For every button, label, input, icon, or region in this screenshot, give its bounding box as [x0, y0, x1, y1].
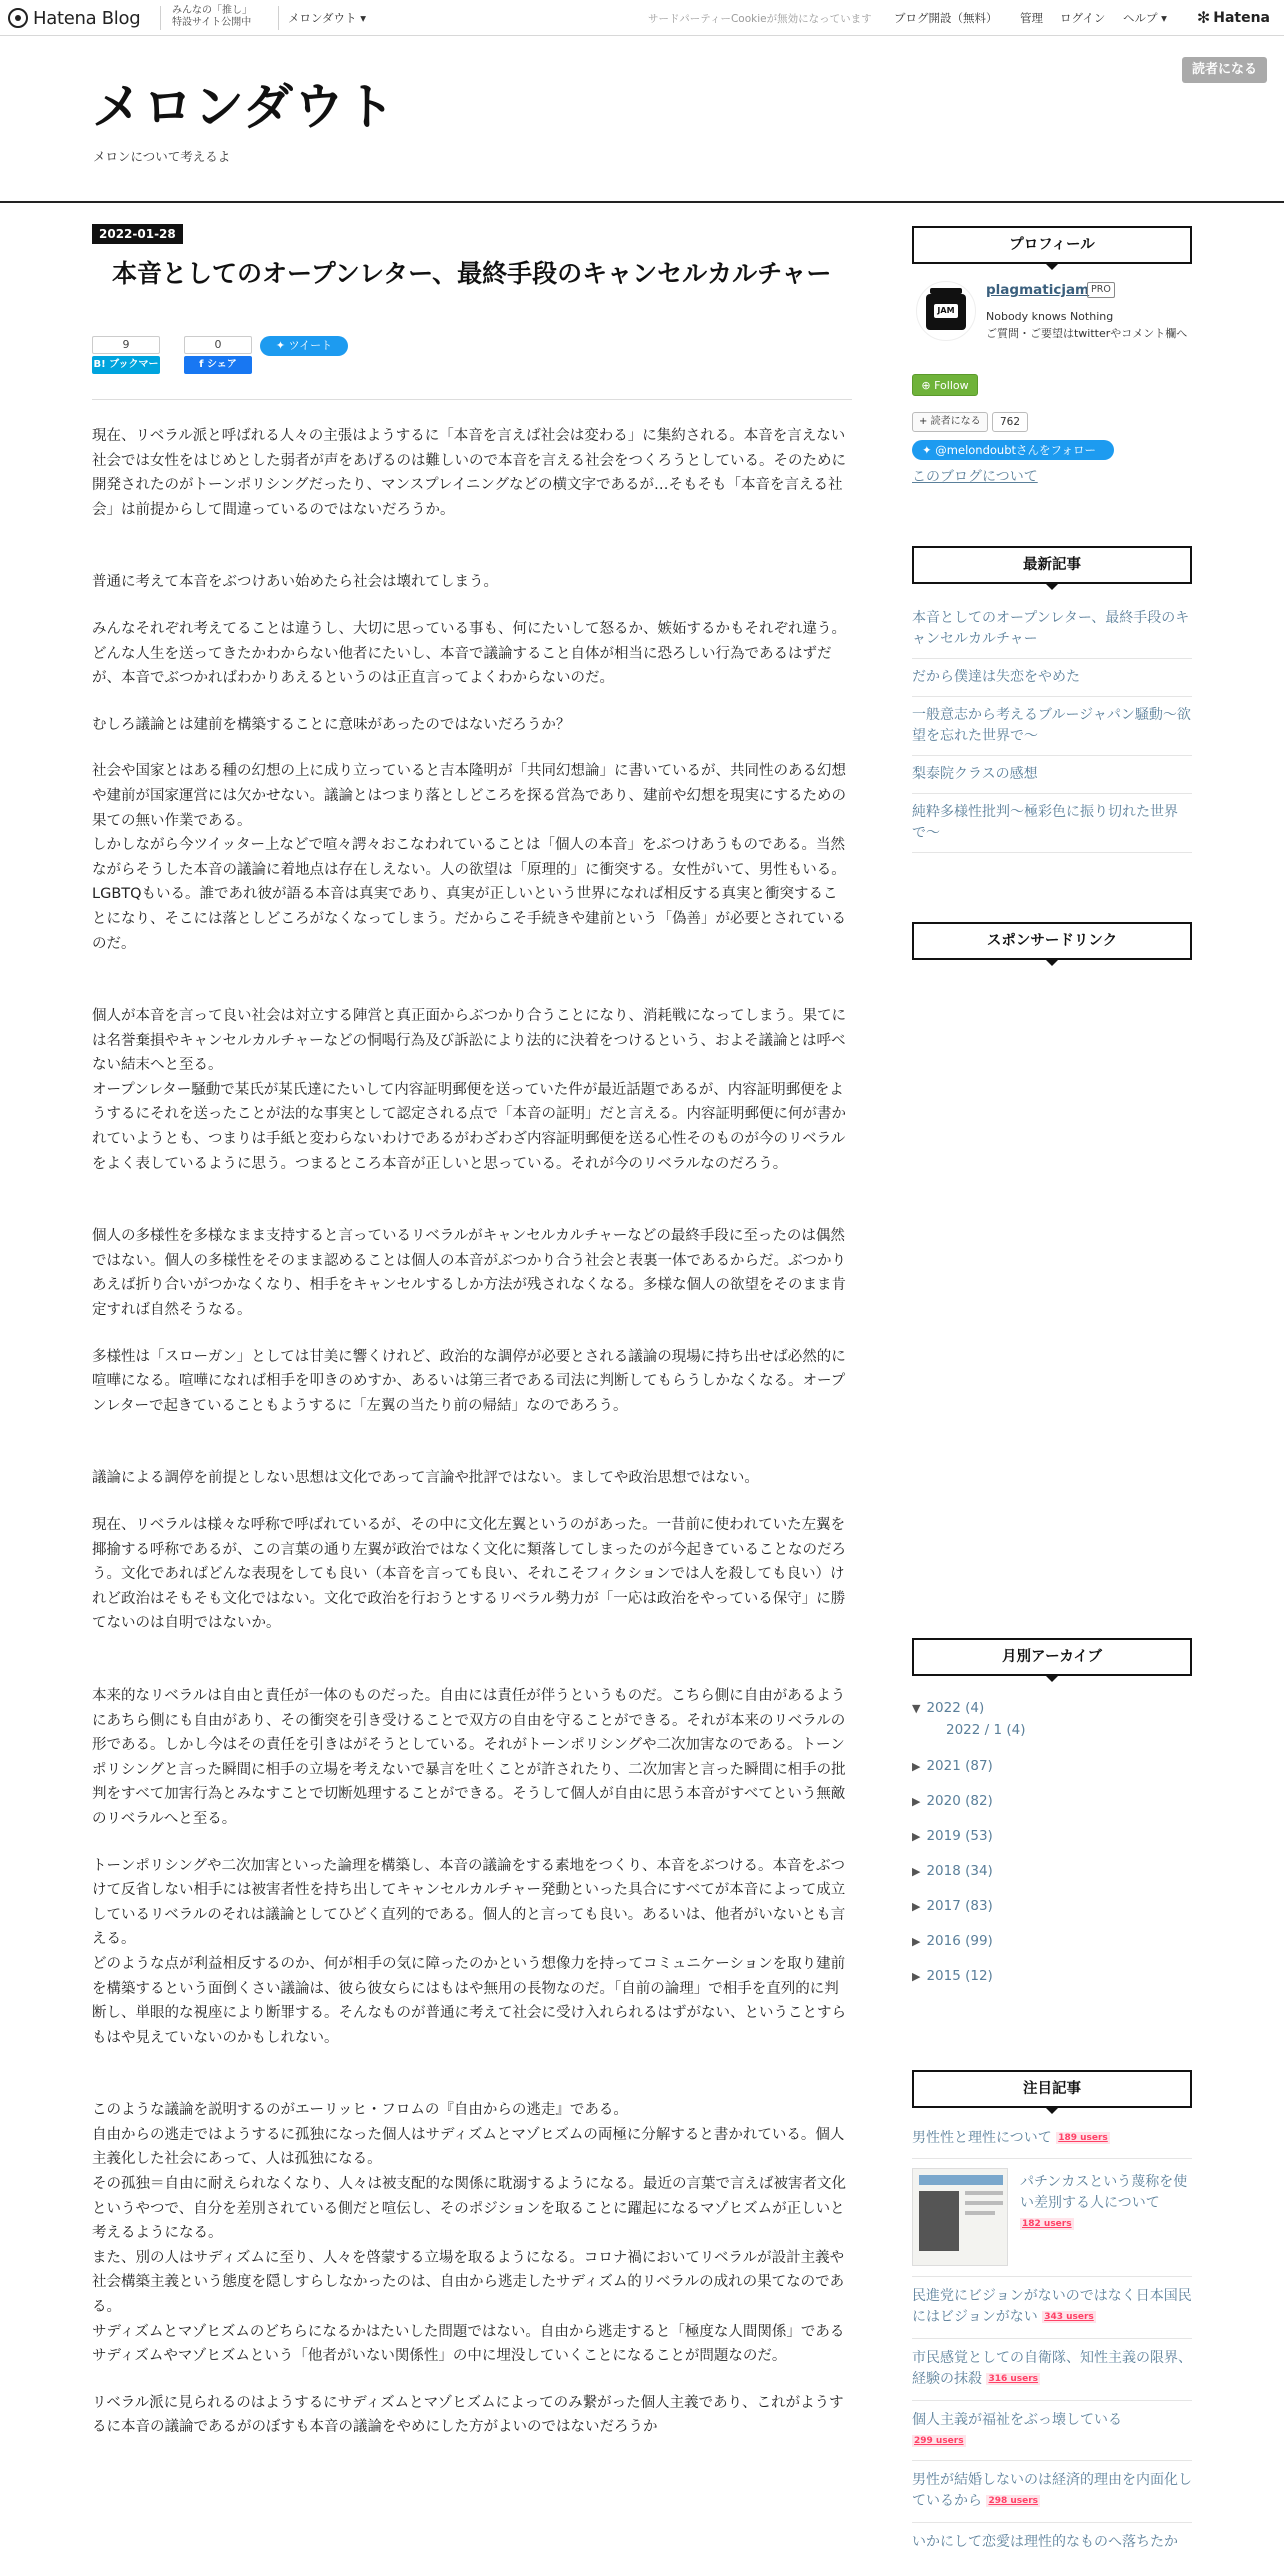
bookmark-users-badge[interactable]: 316 users: [988, 2374, 1039, 2384]
archive-year[interactable]: ▶ 2019 (53): [912, 1828, 993, 1844]
help-menu[interactable]: ヘルプ ▾: [1123, 11, 1167, 25]
featured-entry[interactable]: 男性性と理性について 189 users: [912, 2130, 1108, 2146]
hatena-global-bar: [0, 0, 1284, 36]
hatena-brand-text: Hatena: [1213, 9, 1270, 26]
follow-button-label: Follow: [934, 379, 969, 392]
blog-header: [0, 37, 1284, 203]
bookmark-users-badge[interactable]: 182 users: [1022, 2219, 1072, 2229]
promo-line-2: 特設サイト公開中: [172, 17, 252, 28]
subscriber-count[interactable]: 762: [992, 412, 1028, 432]
paragraph: 現在、リベラルは様々な呼称で呼ばれているが、その中に文化左翼というのがあった。一昔前に使われていた左翼を揶揄する呼称であるが、この言葉の通り左翼が政治ではなく文化に類落してしまったのが今起きていることなのだろう。文化であればどんな表現をしても良い（本音を言っても良い、それこそフィクションでは人を殺しても良い）けれど政治はそもそも文化ではない。文化で政治を行おうとするリベラル勢力が「一応は政治をやっている保守」に勝てないのは自明ではないか。: [92, 1517, 846, 1632]
facebook-share-button[interactable]: f シェア: [184, 356, 252, 374]
article-body: [92, 424, 852, 2448]
featured-entry[interactable]: 男性が結婚しないのは経済的理由を内面化しているから 298 users: [912, 2472, 1192, 2509]
paragraph: 普通に考えて本音をぶつけあい始めたら社会は壊れてしまう。: [92, 574, 498, 591]
paragraph: リベラル派に見られるのはようするにサディズムとマゾヒズムによってのみ繋がった個人主義であり、これがようするに本音の議論であるがのぼすも本音の議論をやめにした方がよいのではないだろうか: [92, 2394, 844, 2436]
profile-bio: Nobody knows Nothing ご質問・ご要望はtwitterやコメント欄へ: [986, 310, 1188, 340]
featured-entry[interactable]: 個人主義が福祉をぶっ壊している 299 users: [912, 2412, 1122, 2446]
jam-jar-icon: [926, 294, 966, 330]
paragraph: 現在、リベラル派と呼ばれる人々の主張はようするに「本音を言えば社会は変わる」に集約される。本音を言えない社会では女性をはじめとした弱者が声をあげるのは難しいので本音を言える社会をつくろうとしている。そのために開発されたのがトーンポリシングだったり、マンスプレイニングなどの横文字であるが…そもそも「本音を言える社会」は前提からして間違っているのではないだろうか。: [92, 428, 846, 518]
admin-link[interactable]: 管理: [1020, 11, 1043, 25]
jam-jar-label: JAM: [934, 304, 958, 318]
paragraph: 議論による調停を前提としない思想は文化であって言論や批評ではない。ましてや政治思想ではない。: [92, 1470, 759, 1487]
tweet-button[interactable]: [260, 336, 348, 356]
featured-entries-module: [912, 2070, 1192, 2560]
hatena-logo-icon: [8, 8, 28, 28]
archive-month[interactable]: 2022 / 1 (4): [946, 1722, 1026, 1738]
blog-menu-dropdown[interactable]: メロンダウト ▾: [288, 11, 366, 25]
archive-year[interactable]: ▶ 2020 (82): [912, 1793, 993, 1809]
triangle-right-icon[interactable]: ▶: [912, 1900, 921, 1913]
paragraph: 個人が本音を言って良い社会は対立する陣営と真正面からぶつかり合うことになり、消耗戦になってしまう。果てには名誉棄損やキャンセルカルチャーなどの恫喝行為及び訴訟により法的に決着をつけるという、およそ議論とは呼べない結末へと至る。 オープンレター騒動で某氏が某氏達にたいして内容証明郵便を送っていた件が最近話題であるが、内容証明郵便をようするにそれを送ったことが法的な事実として認定される点で「本音の証明」だと言える。内容証明郵便に何が書かれていようとも、つまりは手紙と変わらないわけであるがわざわざ内容証明郵便を送る心性そのものが今のリベラルをよく表しているように思う。つまるところ本音が正しいと思っている。それが今のリベラルなのだろう。: [92, 1008, 846, 1172]
archive-year[interactable]: ▶ 2021 (87): [912, 1758, 993, 1774]
featured-entry-thumbnail[interactable]: [912, 2168, 1008, 2266]
pro-badge: PRO: [1087, 282, 1115, 298]
archive-year[interactable]: ▼ 2022 (4): [912, 1700, 985, 1716]
bookmark-users-badge[interactable]: 299 users: [914, 2436, 964, 2446]
subscribe-small-button[interactable]: [912, 412, 988, 432]
twitter-bird-icon: ✦: [275, 339, 286, 352]
sponsored-links-title: スポンサードリンク: [912, 922, 1192, 960]
recent-entries-title: 最新記事: [912, 546, 1192, 584]
archive-title: 月別アーカイブ: [912, 1638, 1192, 1676]
recent-entry-link[interactable]: 一般意志から考えるブルージャパン騒動〜欲望を忘れた世界で〜: [912, 697, 1192, 756]
twitter-follow-button[interactable]: [912, 440, 1114, 460]
paragraph: 多様性は「スローガン」としては甘美に響くけれど、政治的な調停が必要とされる議論の現場に持ち出せば必然的に喧嘩になる。喧嘩になれば相手を叩きのめすか、あるいは第三者である司法に判断してもらうしかなくなる。オープンレターで起きていることもようするに「左翼の当たり前の帰結」なのであろう。: [92, 1348, 846, 1414]
triangle-right-icon[interactable]: ▶: [912, 1760, 921, 1773]
archive-year[interactable]: ▶ 2015 (12): [912, 1968, 993, 1984]
recent-entry-link[interactable]: だから僕達は失恋をやめた: [912, 659, 1192, 697]
paragraph: 個人の多様性を多様なまま支持すると言っているリベラルがキャンセルカルチャーなどの最終手段に至ったのは偶然ではない。個人の多様性をそのまま認めることは個人の本音がぶつかり合う社会と表裏一体であるからだ。ぶつかりあえば折り合いがつかなくなり、相手をキャンセルするしか方法が残されなくなる。多様な個人の欲望をそのまま肯定すれば自然そうなる。: [92, 1228, 846, 1319]
twitter-bird-icon: ✦: [922, 443, 932, 457]
plus-icon: ⊕: [921, 379, 931, 392]
profile-module: [912, 226, 1192, 506]
featured-entry[interactable]: 民進党にビジョンがないのではなく日本国民にはビジョンがない 343 users: [912, 2288, 1192, 2325]
featured-entry[interactable]: パチンカスという蔑称を使い差別する人について 182 users: [1020, 2174, 1188, 2229]
hatena-bookmark-count[interactable]: 9: [92, 336, 160, 354]
post-date[interactable]: 2022-01-28: [92, 224, 183, 244]
paragraph: このような議論を説明するのがエーリッヒ・フロムの『自由からの逃走』である。 自由からの逃走ではようするに孤独になった個人はサディズムとマゾヒズムの両極に分解すると書かれている。個人主義化した社会にあって、人は孤独になる。 その孤独＝自由に耐えられなくなり、人々は被支配的な関係に耽溺するようになる。最近の言葉で言えば被害者文化というやつで、自分を差別されている側だと喧伝し、そのポジションを取ることに躍起になるマゾヒズムが正しいと考えるようになる。 また、別の人はサディズムに至り、人々を啓蒙する立場を取るようになる。コロナ禍においてリベラルが設計主義や社会構築主義という態度を隠しすらしなかったのは、自由から逃走したサディズム的リベラルの成れの果てなのである。 サディズムとマゾヒズムのどちらになるかはたいした問題ではない。自由から逃走すると「極度な人間関係」であるサディズムやマゾヒズムという「他者がいない関係性」の中に埋没していくことになることが問題なのだ。: [92, 2102, 846, 2365]
cookie-notice: サードパーティーCookieが無効になっています: [648, 13, 872, 25]
archive-year[interactable]: ▶ 2017 (83): [912, 1898, 993, 1914]
promo-line-1: みんなの「推し」: [172, 5, 252, 16]
recent-entries-module: [912, 546, 1192, 866]
promo-banner[interactable]: [172, 5, 252, 29]
hatena-bookmark-share[interactable]: [92, 336, 160, 388]
bookmark-users-badge[interactable]: 298 users: [988, 2496, 1039, 2506]
triangle-right-icon[interactable]: ▶: [912, 1795, 921, 1808]
hatena-brand-link[interactable]: [1197, 8, 1270, 27]
paragraph: トーンポリシングや二次加害といった論理を構築し、本音の議論をする素地をつくり、本音をぶつける。本音をぶつけて反省しない相手には被害者性を持ち出してキャンセルカルチャー発動といった具合にすべてが本音によって成立しているリベラルのそれは議論としてひどく直列的である。個人的と言っても良い。あるいは、他者がいないとも言える。 どのような点が利益相反するのか、何が相手の気に障ったのかという想像力を持ってコミュニケーションを取り建前を構築するという面倒くさい議論は、彼ら彼女らにはもはや無用の長物なのだ。「自前の論理」で相手を直列的に判断し、単眼的な視座により断罪する。そんなものが普通に考えて社会に受け入れられるはずがない、ということすらもはや見えていないのかもしれない。: [92, 1857, 846, 2046]
hatena-blog-logo-text: Hatena Blog: [33, 7, 141, 29]
subscribe-small-label: 読者になる: [930, 416, 981, 427]
recent-entry-link[interactable]: 梨泰院クラスの感想: [912, 756, 1192, 794]
plus-icon: +: [919, 416, 928, 427]
recent-entry-link[interactable]: 純粋多様性批判〜極彩色に振り切れた世界で〜: [912, 794, 1192, 853]
recent-entries-list: [912, 600, 1192, 853]
subscribe-button[interactable]: 読者になる: [1182, 57, 1267, 83]
featured-entries-title: 注目記事: [912, 2070, 1192, 2108]
blog-title[interactable]: メロンダウト: [92, 78, 396, 136]
profile-title: プロフィール: [912, 226, 1192, 264]
recent-entry-link[interactable]: 本音としてのオープンレター、最終手段のキャンセルカルチャー: [912, 600, 1192, 659]
divider: [278, 6, 279, 30]
triangle-right-icon[interactable]: ▶: [912, 1935, 921, 1948]
archive-year[interactable]: ▶ 2018 (34): [912, 1863, 993, 1879]
archive-module: [912, 1638, 1192, 2008]
hatena-star-icon: ✻: [1196, 8, 1211, 27]
paragraph: 社会や国家とはある種の幻想の上に成り立っていると吉本隆明が「共同幻想論」に書いているが、共同性のある幻想や建前が国家運営には欠かせない。議論とはつまり落としどころを探る営為であり、建前や幻想を現実にするための果ての無い作業である。 しかしながら今ツイッター上などで喧々諤々おこなわれていることは「個人の本音」をぶつけあうものである。当然ながらそうした本音の議論に着地点は存在しえない。人の欲望は「原理的」に衝突する。女性がいて、男性もいる。LGBTQもいる。誰であれ彼が語る本音は真実であり、真実が正しいという世界になれば相反する真実と衝突することになり、そこには落としどころがなくなってしまう。だからこそ手続きや建前という「偽善」が必要とされているのだ。: [92, 763, 846, 952]
hatena-blog-logo[interactable]: [8, 7, 140, 29]
login-link[interactable]: ログイン: [1060, 11, 1106, 25]
featured-entry[interactable]: いかにして恋愛は理性的なものへ落ちたか: [912, 2534, 1178, 2550]
divider: [160, 6, 161, 30]
triangle-right-icon[interactable]: ▶: [912, 1970, 921, 1983]
triangle-right-icon[interactable]: ▶: [912, 1830, 921, 1843]
triangle-right-icon[interactable]: ▶: [912, 1865, 921, 1878]
about-blog-link[interactable]: このブログについて: [912, 469, 1038, 485]
facebook-share[interactable]: [184, 336, 252, 374]
follow-button[interactable]: [912, 374, 978, 396]
paragraph: むしろ議論とは建前を構築することに意味があったのではないだろうか？: [92, 716, 571, 733]
hatena-bookmark-button[interactable]: B! ブックマーク: [92, 356, 160, 374]
paragraph: 本来的なリベラルは自由と責任が一体のものだった。自由には責任が伴うというものだ。こちら側に自由があるようにあちら側にも自由があり、その衝突を引き受けることで双方の自由を守ることができる。それが本来のリベラルの形である。しかし今はその責任を引きはがそうとしている。それがトーンポリシングや二次加害なのである。トーンポリシングと言った瞬間に相手の立場を考えないで暴言を吐くことが許されたり、二次加害と言った瞬間に相手の批判をすべて加害行為とみなすことで切断処理することができる。そうして個人が自由に思う本音がすべてという無敵のリベラルへと至る。: [92, 1687, 846, 1827]
archive-year[interactable]: ▶ 2016 (99): [912, 1933, 993, 1949]
post-title[interactable]: 本音としてのオープンレター、最終手段のキャンセルカルチャー: [112, 259, 832, 288]
bookmark-users-badge[interactable]: 189 users: [1058, 2133, 1108, 2143]
triangle-down-icon[interactable]: ▼: [912, 1702, 921, 1715]
profile-username[interactable]: plagmaticjam: [986, 282, 1090, 298]
open-blog-link[interactable]: ブログ開設（無料）: [894, 11, 998, 25]
paragraph: みんなそれぞれ考えてることは違うし、大切に思っている事も、何にたいして怒るか、嫉妬するかもそれぞれ違う。どんな人生を送ってきたかわからない他者にたいし、本音で議論すること自体が相当に恐ろしい行為であるはずだが、本音でぶつかればわかりあえるというのは正直言ってよくわからないのだ。: [92, 620, 846, 687]
sponsored-links-module: [912, 922, 1192, 982]
twitter-follow-label: @melondoubtさんをフォロー: [935, 443, 1096, 457]
bookmark-users-badge[interactable]: 343 users: [1044, 2312, 1094, 2322]
tweet-button-label: ツイート: [288, 339, 333, 352]
blog-description: メロンについて考えるよ: [93, 149, 231, 164]
article-divider: [92, 399, 852, 400]
featured-entry[interactable]: 市民感覚としての自衛隊、知性主義の限界、経験の抹殺 316 users: [912, 2350, 1192, 2387]
facebook-share-count[interactable]: 0: [184, 336, 252, 354]
